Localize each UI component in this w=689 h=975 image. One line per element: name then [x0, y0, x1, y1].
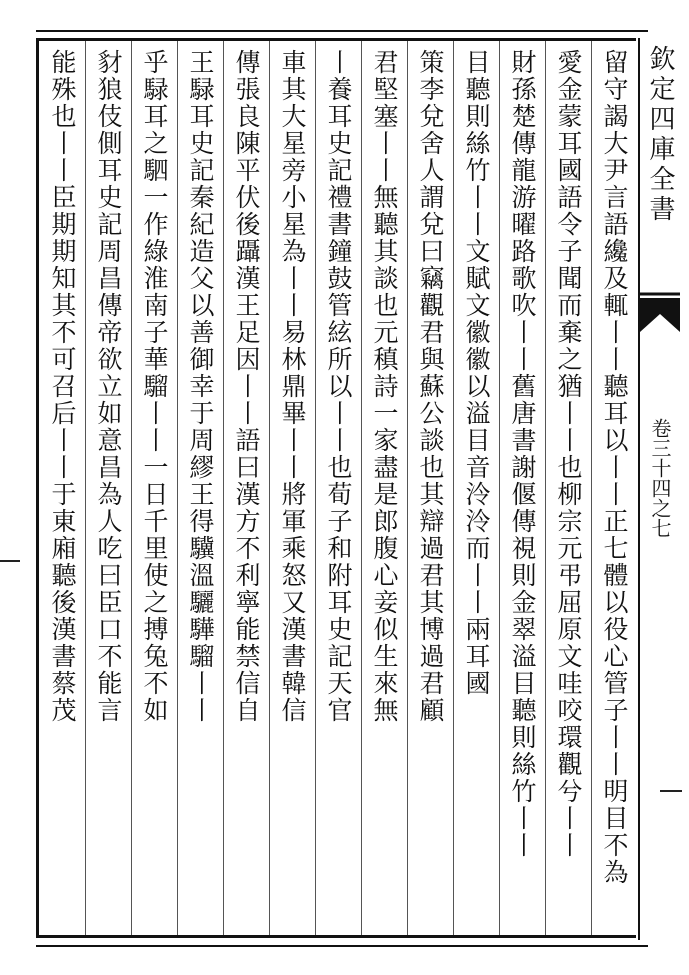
text-column: 策李兌舍人謂兌曰竊觀君與蘇公談也其辯過君其博過君顧 [416, 49, 445, 724]
margin-tick-right [660, 790, 682, 792]
text-column: 丨養耳史記禮書鐘鼓管絃所以丨丨也荀子和附耳史記天官 [324, 49, 353, 724]
volume-label: 卷三十四之七 [648, 418, 672, 538]
text-column: 財孫楚傳龍游曜路歌吹丨丨舊唐書謝偃傳視則金翠溢目聽則絲竹丨丨 [508, 49, 537, 859]
text-column: 乎騄耳之駟一作綠淮南子華騮丨丨一日千里使之搏兔不如 [140, 49, 169, 724]
text-column: 能殊也丨丨臣期期知其不可召后丨丨于東廂聽後漢書蔡茂 [48, 49, 77, 724]
margin-tick-left [0, 560, 20, 562]
top-border-rule [36, 30, 648, 32]
text-frame [36, 38, 636, 938]
book-title: 欽定四庫全書 [645, 45, 675, 225]
text-column: 王騄耳史記秦紀造父以善御幸于周繆王得驥溫驪驊騮丨丨 [186, 49, 215, 724]
text-column: 目聽則絲竹丨丨文賦文徽徽以溢目音泠泠而丨丨兩耳國 [462, 49, 491, 697]
text-column: 傳張良陳平伏後躡漢王足因丨丨語曰漢方不利寧能禁信自 [232, 49, 261, 724]
text-column: 留守謁大尹言語纔及輒丨丨聽耳以丨丨正七體以役心管子丨丨明目不為 [600, 49, 629, 886]
text-column: 車其大星旁小星為丨丨易林鼎畢丨丨將軍乘怒又漢書韓信 [278, 49, 307, 724]
text-column: 豺狼伎側耳史記周昌傳帝欲立如意昌為人吃曰臣口不能言 [94, 49, 123, 724]
fish-tail-icon [640, 292, 680, 334]
bottom-border-rule [36, 945, 648, 947]
text-column: 君堅塞丨丨無聽其談也元稹詩一家盡是郎腹心妾似生來無 [370, 49, 399, 724]
text-column: 愛金蒙耳國語令子聞而棄之猶丨丨也柳宗元弔屈原文哇咬環觀兮丨丨 [554, 49, 583, 859]
